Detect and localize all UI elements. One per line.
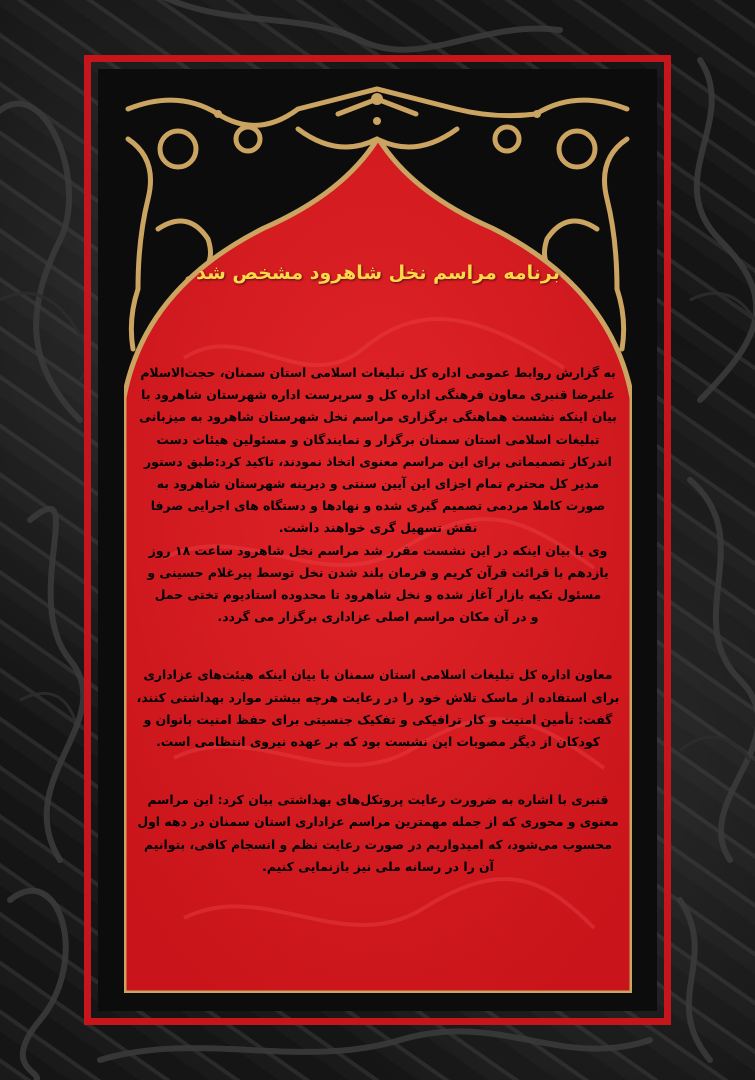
text-line: نقش تسهیل گری خواهند داشت. [278,520,478,536]
paragraph-gap [116,753,640,771]
text-line: برای استفاده از ماسک تلاش خود را در رعایت هرچه بیشتر موارد بهداشتی کنند، [136,689,620,705]
paragraph-gap [116,628,640,646]
text-line: به گزارش روابط عمومی اداره کل تبلیغات اسلامی استان سمنان، حجت‌الاسلام [140,365,616,380]
text-line: گفت: تأمین امنیت و کار ترافیکی و تفکیک جنسیتی برای حفظ امنیت بانوان و [143,711,613,727]
text-line: مدیر کل محترم تمام اجزای این آیین سنتی و دیرینه شهرستان شاهرود به [156,476,600,492]
text-line: و در آن مکان مراسم اصلی عزاداری برگزار می گردد. [217,609,539,625]
paragraph-4 [116,789,640,878]
paragraph-2 [116,540,640,629]
paragraph-1 [116,362,640,540]
text-line: یازدهم با قرائت قرآن کریم و فرمان بلند شدن نخل توسط پیرغلام حسینی و [147,564,609,580]
text-line: مسئول تکیه بازار آغاز شده و نخل شاهرود تا محدوده استادیوم تختی حمل [154,587,602,603]
text-line: قنبری با اشاره به ضرورت رعایت پروتکل‌های بهداشتی بیان کرد: این مراسم [147,792,609,808]
text-line: وی با بیان اینکه در این نشست مقرر شد مراسم نخل شاهرود ساعت ۱۸ روز [148,542,608,558]
paragraph-gap [116,646,640,664]
text-line: تبلیغات اسلامی استان سمنان برگزار و نمایندگان و مسئولین هیئات دست [156,431,600,447]
text-line: اندرکار تصمیماتی برای این مراسم معنوی اتخاذ نمودند، تاکید کرد:طبق دستور [144,453,612,469]
paragraph-gap [116,771,640,789]
page-title: برنامه مراسم نخل شاهرود مشخص شد [196,262,560,284]
text-line: معاون اداره کل تبلیغات اسلامی استان سمنان با بیان اینکه هیئت‌های عزاداری [143,667,613,683]
article-body [116,362,640,878]
text-line: بیان اینکه نشست هماهنگی برگزاری مراسم نخل شهرستان شاهرود به میزبانی [139,409,617,425]
paragraph-3 [116,664,640,753]
text-line: محسوب می‌شود، که امیدواریم در صورت رعایت نظم و انسجام کافی، بتوانیم [144,836,612,852]
text-line: علیرضا قنبری معاون فرهنگی اداره کل و سرپرست اداره شهرستان شاهرود با [141,387,615,403]
text-line: معنوی و محوری که از جمله مهمترین مراسم عزاداری استان سمنان در دهه اول [137,814,619,830]
text-line: کودکان از دیگر مصوبات این نشست بود که بر عهده نیروی انتظامی است. [156,734,600,750]
text-line: صورت کاملا مردمی تصمیم گیری شده و نهادها و دستگاه های اجرایی صرفا [150,498,606,514]
text-line: آن را در رسانه ملی نیز بازنمایی کنیم. [262,858,494,874]
